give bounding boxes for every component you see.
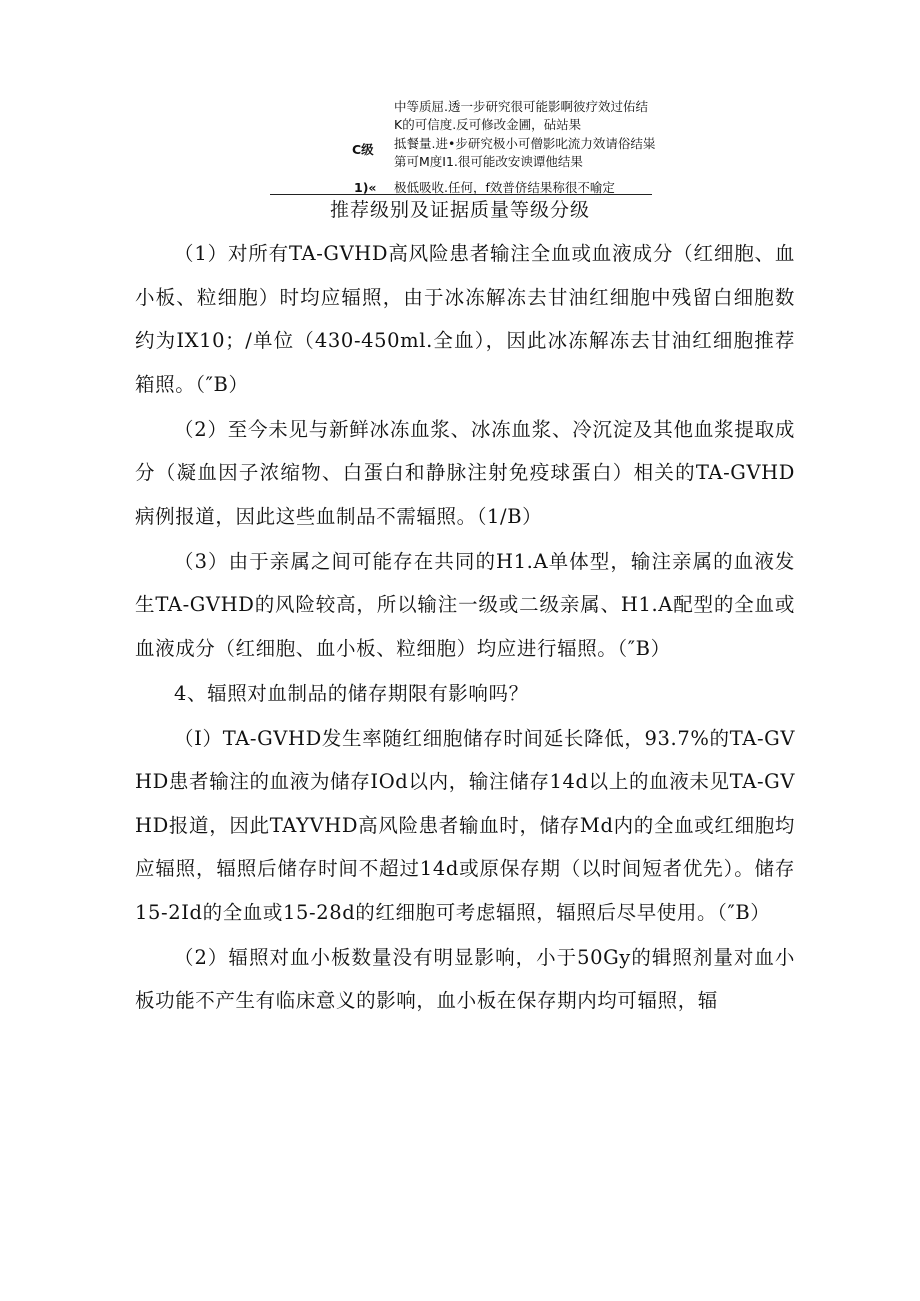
paragraph-recommendation-3: （3）由于亲属之间可能存在共同的H1.A单体型，输注亲属的血液发生TA-GVHD的风险较高，所以输注一级或二级亲属、H1.A配型的全血或血液成分（红细胞、血小板、粒细胞）均应进行辐照。（″B） — [135, 549, 795, 660]
grade-c-label: C级 — [352, 142, 374, 157]
paragraph-recommendation-1: （1）对所有TA-GVHD高风险患者输注全血或血液成分（红细胞、血小板、粒细胞）时均应辐照，由于冰冻解冻去甘油红细胞中残留白细胞数约为IX10；/单位（430-450ml.全血），因此冰冻解冻去甘油红细胞推荐箱照。（″B） — [135, 242, 795, 396]
grade-c-description — [394, 135, 664, 171]
table-caption: 推荐级别及证据质量等级分级 — [329, 199, 590, 221]
table-bottom-rule — [270, 194, 652, 195]
grade-b-description — [394, 98, 664, 134]
grade-d-label: 1)« — [354, 180, 377, 195]
paragraph-recommendation-2: （2）至今未见与新鲜冰冻血浆、冰冻血浆、冷沉淀及其他血浆提取成分（凝血因子浓缩物、白蛋白和静脉注射免疫球蛋白）相关的TA-GVHD病例报道，因此这些血制品不需辐照。（1/B） — [135, 417, 795, 528]
document-body — [135, 232, 795, 1024]
section-question-4: 4、辐照对血制品的储存期限有影响吗？ — [174, 681, 529, 705]
grade-b-description-line: K的可信度.反可修改金圃，砧站果 — [394, 117, 582, 132]
grade-c-description-line: 抵餐量.进•步研究极小可僧影叱流力效请俗结粜 — [394, 136, 656, 151]
grade-c-description-line: 第可M度I1.很可能改安谀谭他结果 — [394, 154, 583, 169]
paragraph-storage-1: （I）TA-GVHD发生率随红细胞储存时间延长降低，93.7%的TA-GVHD患者输注的血液为储存IOd以内，输注储存14d以上的血液未见TA-GVHD报道，因此TAYVHD高风险患者输血时，储存Md内的全血或红细胞均应辐照，辐照后储存时间不超过14d或原保存期（以时间短者优先）。储存15-2Id的全血或15-28d的红细胞可考虑辐照，辐照后尽早使用。（″B） — [135, 726, 795, 924]
grade-b-description-line: 中等质屈.透一步研究很可能影啊彼疗效过佑结 — [394, 99, 648, 114]
paragraph-storage-2: （2）辐照对血小板数量没有明显影响，小于50Gy的辑照剂量对血小板功能不产生有临床意义的影响，血小板在保存期内均可辐照，辐 — [135, 945, 795, 1012]
evidence-grade-table-fragment — [270, 98, 656, 196]
grade-d-description: 极低吸收.任何，f效普侪结果称很不喻定 — [394, 180, 615, 195]
